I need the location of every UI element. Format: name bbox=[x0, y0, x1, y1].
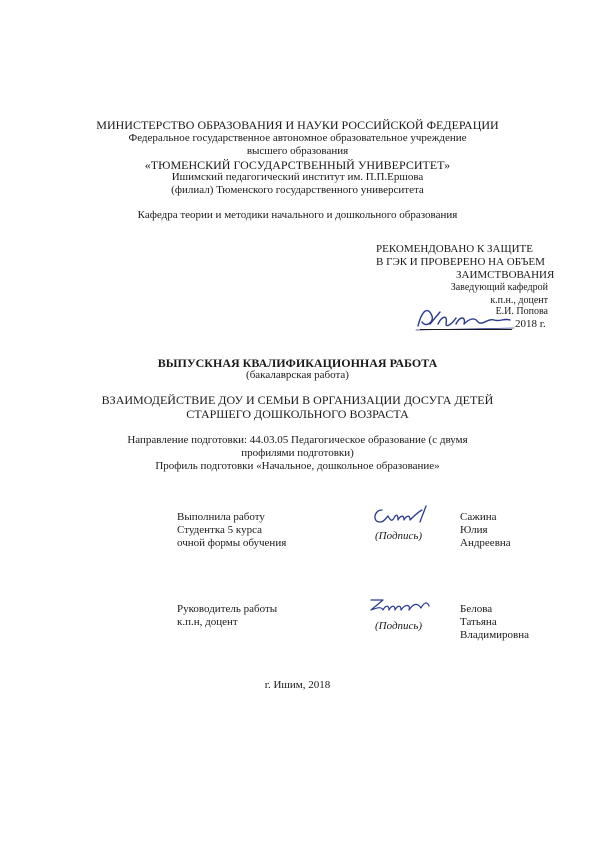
department-line: Кафедра теории и методики начального и дошкольного образования bbox=[137, 209, 458, 221]
ministry-line: МИНИСТЕРСТВО ОБРАЗОВАНИЯ И НАУКИ РОССИЙСКОЙ ФЕДЕРАЦИИ bbox=[96, 118, 499, 132]
direction-line-2: профилями подготовки) bbox=[241, 447, 354, 459]
work-title-line-1: ВЗАИМОДЕЙСТВИЕ ДОУ И СЕМЬИ В ОРГАНИЗАЦИИ ДОСУГА ДЕТЕЙ bbox=[101, 393, 494, 407]
approval-line-1: РЕКОМЕНДОВАНО К ЗАЩИТЕ bbox=[376, 243, 533, 255]
agency-line-1: Федеральное государственное автономное образовательное учреждение bbox=[128, 132, 467, 144]
supervisor-role-2: к.п.н, доцент bbox=[177, 616, 238, 628]
supervisor-role-1: Руководитель работы bbox=[177, 603, 278, 615]
approval-line-2: В ГЭК И ПРОВЕРЕНО НА ОБЪЕМ bbox=[376, 256, 545, 268]
student-surname: Сажина bbox=[460, 511, 497, 523]
student-patronymic: Андреевна bbox=[460, 537, 511, 549]
student-signature-label: (Подпись) bbox=[375, 530, 423, 542]
city-year: г. Ишим, 2018 bbox=[264, 679, 331, 691]
student-role-1: Выполнила работу bbox=[177, 511, 265, 523]
approval-line-3: ЗАИМСТВОВАНИЯ bbox=[456, 269, 555, 281]
university-name: «ТЮМЕНСКИЙ ГОСУДАРСТВЕННЫЙ УНИВЕРСИТЕТ» bbox=[144, 158, 451, 172]
agency-line-2: высшего образования bbox=[246, 145, 349, 157]
work-subtype: (бакалаврская работа) bbox=[246, 369, 349, 381]
approval-head-title: Заведующий кафедрой bbox=[450, 282, 548, 293]
supervisor-signature-label: (Подпись) bbox=[375, 620, 423, 632]
institute-name: Ишимский педагогический институт им. П.П.Ершова bbox=[171, 171, 424, 183]
supervisor-signature bbox=[365, 594, 435, 616]
profile-line: Профиль подготовки «Начальное, дошкольное образование» bbox=[155, 460, 440, 472]
supervisor-name: Татьяна bbox=[460, 616, 497, 628]
approval-head-degree: к.п.н., доцент bbox=[490, 295, 548, 306]
direction-line-1: Направление подготовки: 44.03.05 Педагогическое образование (с двумя bbox=[127, 434, 468, 446]
student-role-2: Студентка 5 курса bbox=[177, 524, 262, 536]
work-title-line-2: СТАРШЕГО ДОШКОЛЬНОГО ВОЗРАСТА bbox=[186, 407, 409, 421]
student-signature bbox=[368, 502, 438, 530]
work-type: ВЫПУСКНАЯ КВАЛИФИКАЦИОННАЯ РАБОТА bbox=[157, 356, 438, 370]
approval-date-underline bbox=[420, 329, 512, 330]
supervisor-surname: Белова bbox=[460, 603, 493, 615]
approval-head-name: Е.И. Попова bbox=[495, 306, 548, 317]
branch-line: (филиал) Тюменского государственного университета bbox=[171, 184, 424, 196]
student-role-3: очной формы обучения bbox=[177, 537, 287, 549]
approval-date: 2018 г. bbox=[515, 318, 546, 330]
supervisor-patronymic: Владимировна bbox=[460, 629, 530, 641]
student-name: Юлия bbox=[460, 524, 488, 536]
